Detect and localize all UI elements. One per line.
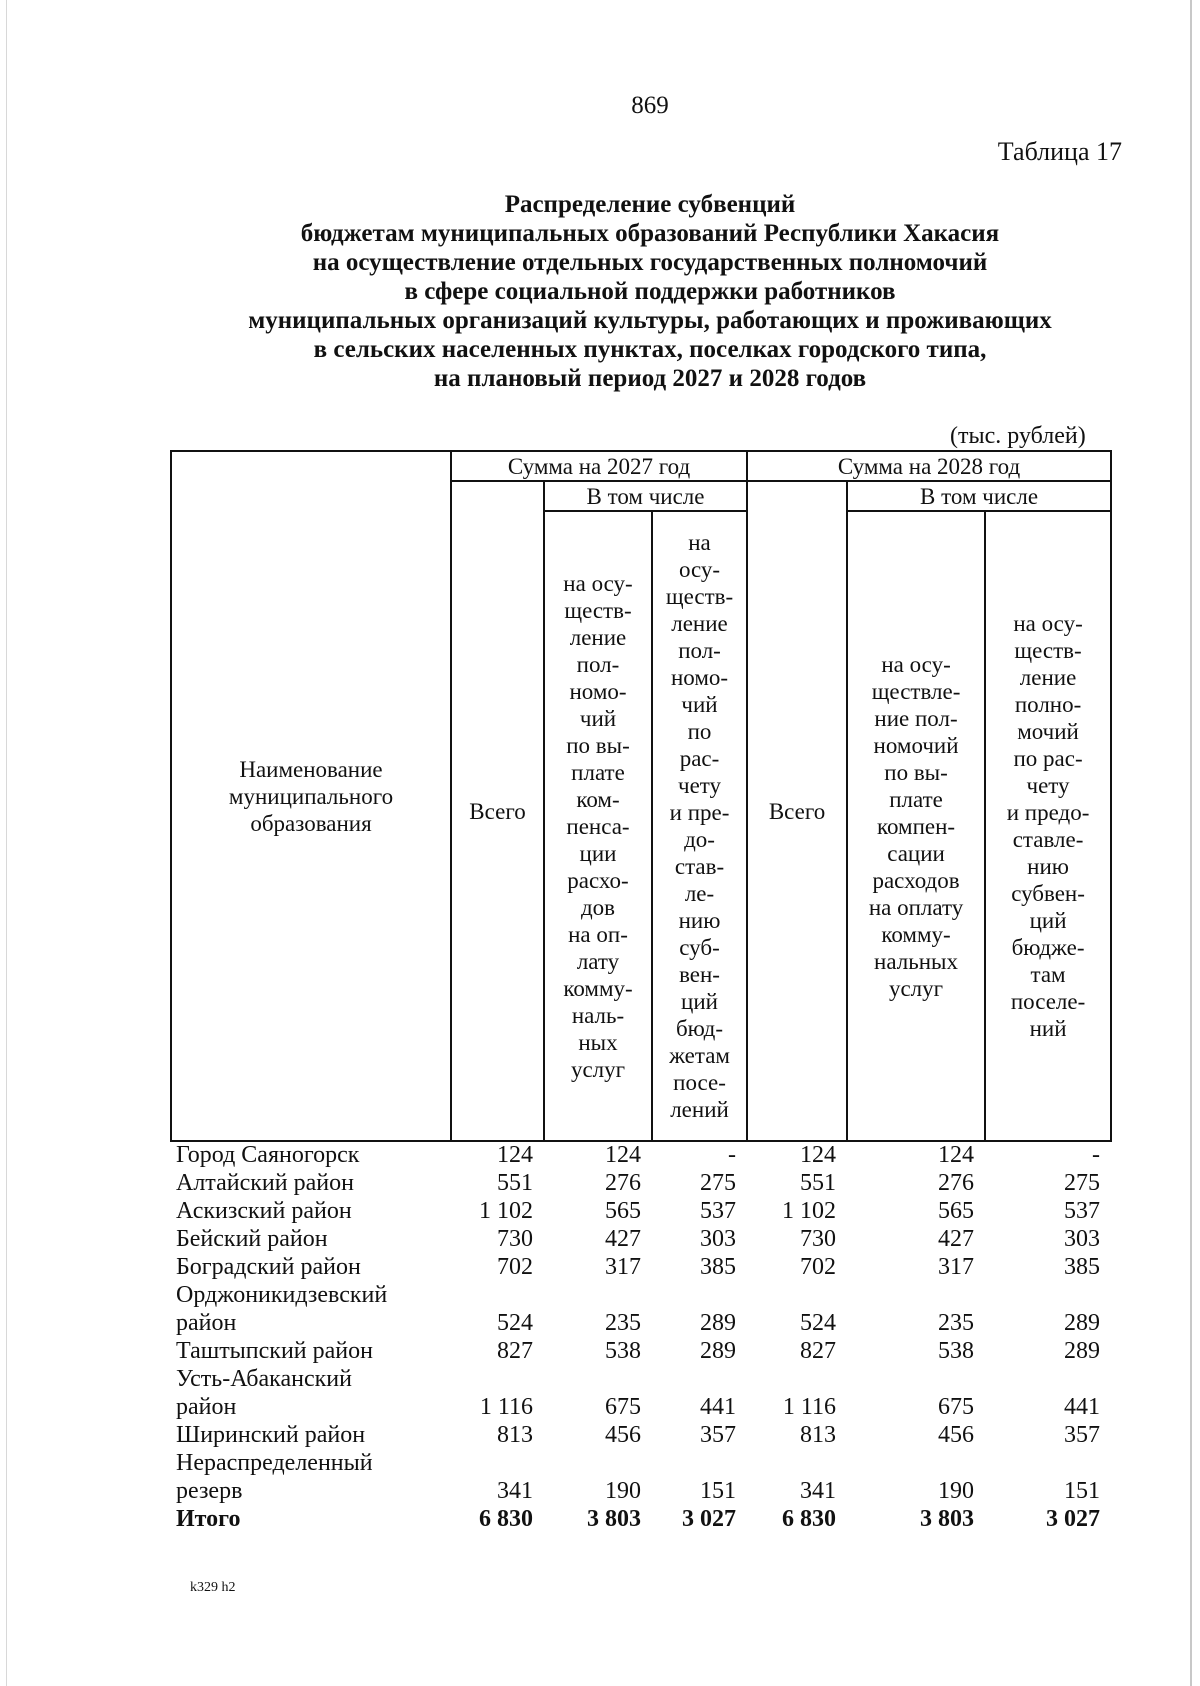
value-cell: 537	[1064, 1198, 1100, 1224]
table-row	[170, 1225, 1110, 1253]
value-cell: 427	[605, 1226, 641, 1252]
value-cell: 276	[605, 1170, 641, 1196]
value-cell: 565	[938, 1198, 974, 1224]
value-cell: 124	[605, 1142, 641, 1168]
value-cell: 289	[700, 1338, 736, 1364]
value-cell: 289	[1064, 1338, 1100, 1364]
value-cell: 702	[497, 1254, 533, 1280]
municipality-name: Нераспределенный резерв	[176, 1450, 373, 1504]
value-cell: 385	[1064, 1254, 1100, 1280]
municipality-name: Боградский район	[176, 1254, 361, 1280]
value-cell: 538	[938, 1338, 974, 1364]
value-cell: 730	[497, 1226, 533, 1252]
value-cell: 3 803	[920, 1506, 974, 1532]
total-row	[170, 1505, 1110, 1533]
title-line: на плановый период 2027 и 2028 годов	[433, 365, 867, 392]
value-cell: 813	[800, 1422, 836, 1448]
municipality-name: Таштыпский район	[176, 1338, 373, 1364]
municipality-name: Город Саяногорск	[176, 1142, 360, 1168]
header-sum-2028: Сумма на 2028 год	[747, 451, 1111, 481]
municipality-name: Орджоникидзевский район	[176, 1282, 388, 1336]
header-calculation-2028: на осу- ществ- ление полно- мочий по рас- чету и предо- ставле- нию субвен- ций бюдже- там поселе- ний	[985, 511, 1111, 1141]
value-cell: 813	[497, 1422, 533, 1448]
value-cell: 357	[1064, 1422, 1100, 1448]
header-name-column: Наименование муниципального образования	[171, 451, 451, 1141]
value-cell: 524	[497, 1310, 533, 1336]
value-cell: 551	[800, 1170, 836, 1196]
value-cell: 441	[700, 1394, 736, 1420]
header-including-2027: В том числе	[544, 481, 747, 511]
value-cell: 289	[700, 1310, 736, 1336]
title-line: бюджетам муниципальных образований Республики Хакасия	[300, 220, 1000, 247]
value-cell: 190	[938, 1478, 974, 1504]
title-line: на осуществление отдельных государственных полномочий	[312, 249, 988, 276]
title-line: в сфере социальной поддержки работников	[404, 278, 896, 305]
value-cell: 275	[700, 1170, 736, 1196]
value-cell: 317	[938, 1254, 974, 1280]
value-cell: 341	[800, 1478, 836, 1504]
value-cell: 341	[497, 1478, 533, 1504]
value-cell: 3 027	[1046, 1506, 1100, 1532]
value-cell: 235	[938, 1310, 974, 1336]
table-header	[170, 450, 1112, 1142]
page-number: 869	[631, 92, 669, 119]
value-cell: 675	[938, 1394, 974, 1420]
municipality-name: Бейский район	[176, 1226, 328, 1252]
municipality-name: Аскизский район	[176, 1198, 352, 1224]
table-label: Таблица 17	[997, 137, 1122, 166]
value-cell: 1 102	[479, 1198, 533, 1224]
header-compensation-2028: на осу- ществле- ние пол- номочий по вы- плате компен- сации расходов на оплату комму- нальных услуг	[847, 511, 985, 1141]
value-cell: 1 102	[782, 1198, 836, 1224]
value-cell: 235	[605, 1310, 641, 1336]
value-cell: 190	[605, 1478, 641, 1504]
value-cell: 456	[938, 1422, 974, 1448]
header-including-2028: В том числе	[847, 481, 1111, 511]
value-cell: 441	[1064, 1394, 1100, 1420]
value-cell: 275	[1064, 1170, 1100, 1196]
title-line: в сельских населенных пунктах, поселках городского типа,	[313, 336, 987, 363]
municipality-name: Итого	[176, 1506, 241, 1532]
value-cell: 303	[700, 1226, 736, 1252]
value-cell: 1 116	[479, 1394, 533, 1420]
table-row	[170, 1197, 1110, 1225]
title-line: муниципальных организаций культуры, работающих и проживающих	[248, 307, 1052, 334]
value-cell: 730	[800, 1226, 836, 1252]
value-cell: 702	[800, 1254, 836, 1280]
footnote: k329 h2	[190, 1580, 236, 1595]
value-cell: 6 830	[782, 1506, 836, 1532]
value-cell: 289	[1064, 1310, 1100, 1336]
municipality-name: Усть-Абаканский район	[176, 1366, 352, 1420]
table-row	[170, 1449, 1110, 1505]
value-cell: 427	[938, 1226, 974, 1252]
value-cell: -	[1092, 1142, 1100, 1168]
value-cell: 456	[605, 1422, 641, 1448]
value-cell: 385	[700, 1254, 736, 1280]
value-cell: 675	[605, 1394, 641, 1420]
header-sum-2027: Сумма на 2027 год	[451, 451, 747, 481]
value-cell: -	[728, 1142, 736, 1168]
table-row	[170, 1169, 1110, 1197]
value-cell: 124	[938, 1142, 974, 1168]
value-cell: 524	[800, 1310, 836, 1336]
value-cell: 317	[605, 1254, 641, 1280]
header-compensation-2027: на осу- ществ- ление пол- номо- чий по вы- плате ком- пенса- ции расхо- дов на оп- лату комму- наль- ных услуг	[544, 511, 652, 1141]
table-row	[170, 1253, 1110, 1281]
value-cell: 1 116	[782, 1394, 836, 1420]
header-total-2027: Всего	[451, 481, 544, 1141]
value-cell: 827	[800, 1338, 836, 1364]
municipality-name: Алтайский район	[176, 1170, 354, 1196]
value-cell: 124	[800, 1142, 836, 1168]
document-title	[0, 190, 1200, 393]
table-row	[170, 1281, 1110, 1337]
header-total-2028: Всего	[747, 481, 847, 1141]
value-cell: 357	[700, 1422, 736, 1448]
table-row	[170, 1365, 1110, 1421]
table-body	[170, 1141, 1110, 1533]
municipality-name: Ширинский район	[176, 1422, 366, 1448]
value-cell: 6 830	[479, 1506, 533, 1532]
value-cell: 124	[497, 1142, 533, 1168]
value-cell: 565	[605, 1198, 641, 1224]
table-row	[170, 1421, 1110, 1449]
units-label: (тыс. рублей)	[950, 423, 1086, 449]
value-cell: 3 803	[587, 1506, 641, 1532]
value-cell: 827	[497, 1338, 533, 1364]
value-cell: 303	[1064, 1226, 1100, 1252]
title-line: Распределение субвенций	[504, 191, 796, 218]
value-cell: 151	[700, 1478, 736, 1504]
value-cell: 276	[938, 1170, 974, 1196]
value-cell: 537	[700, 1198, 736, 1224]
table-row	[170, 1141, 1110, 1169]
value-cell: 551	[497, 1170, 533, 1196]
value-cell: 538	[605, 1338, 641, 1364]
table-row	[170, 1337, 1110, 1365]
value-cell: 3 027	[682, 1506, 736, 1532]
value-cell: 151	[1064, 1478, 1100, 1504]
header-calculation-2027: на осу- ществ- ление пол- номо- чий по рас- чету и пре- до- став- ле- нию суб- вен- ций бюд- жетам посе- лений	[652, 511, 747, 1141]
